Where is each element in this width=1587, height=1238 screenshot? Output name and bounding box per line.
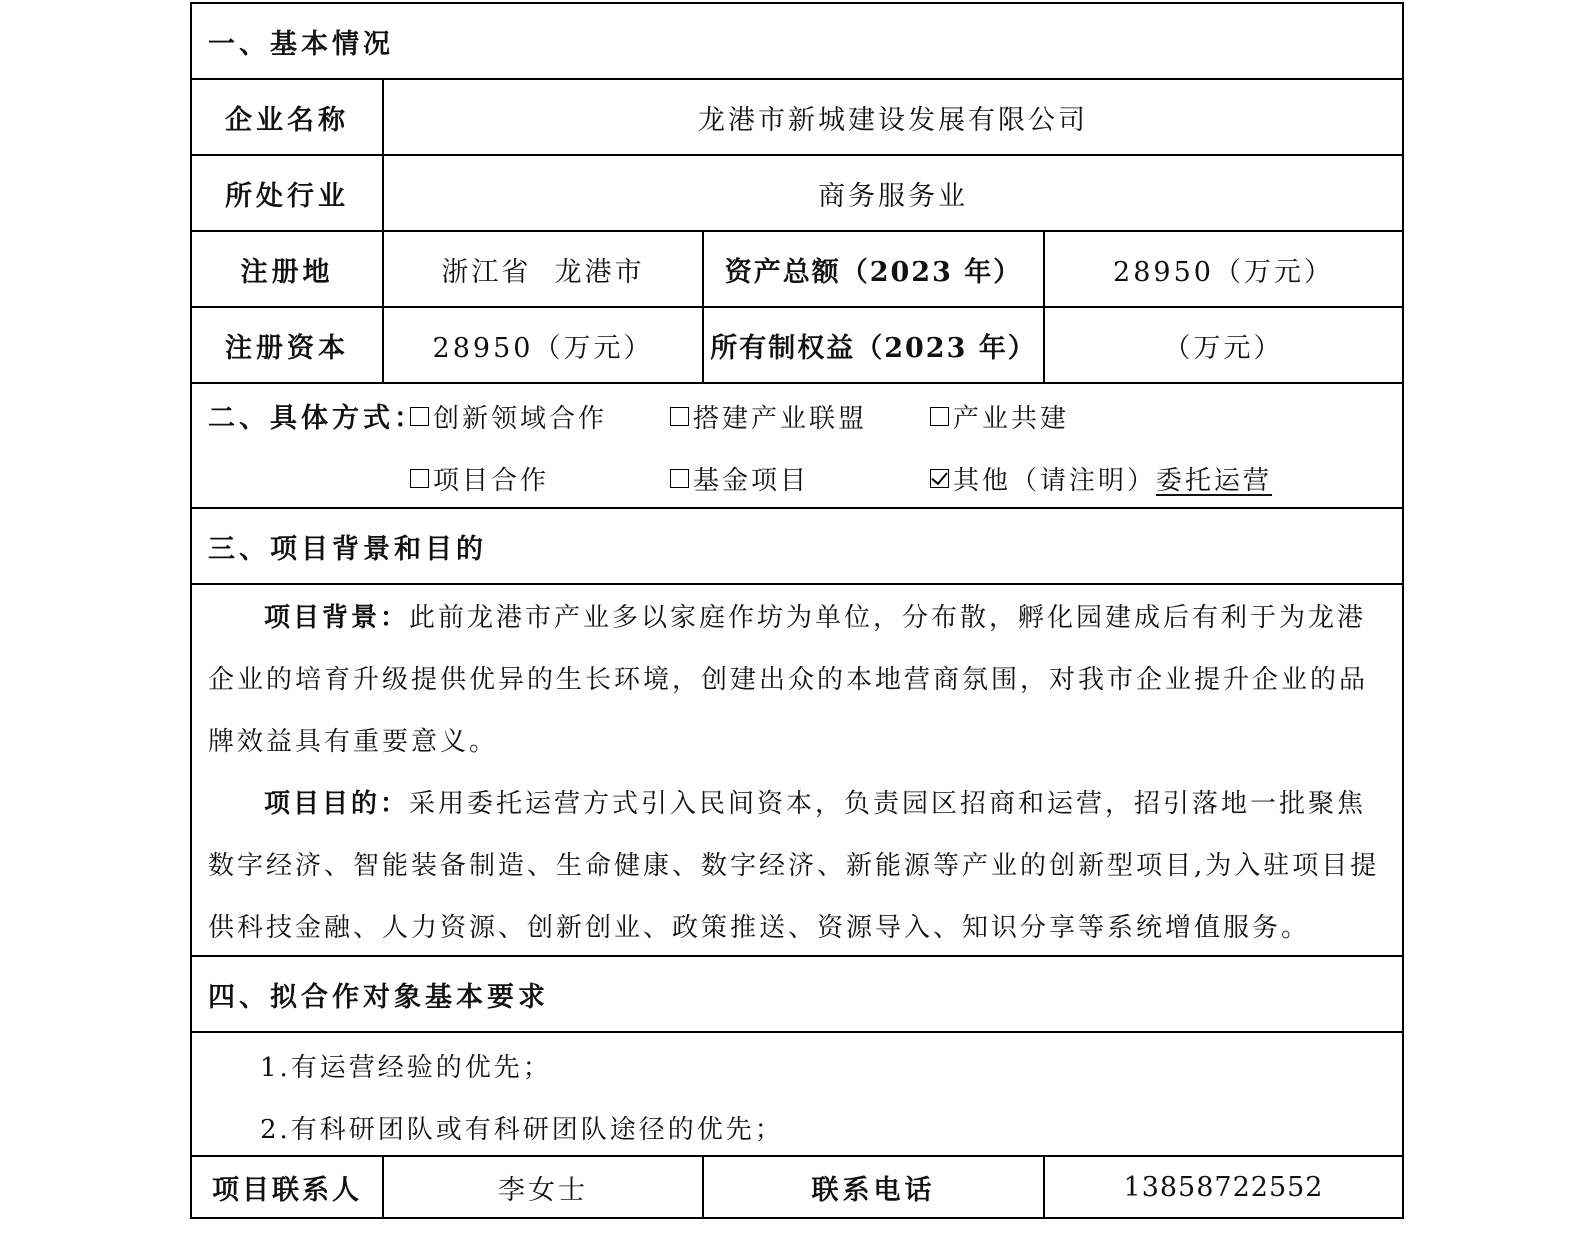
reg-capital-row (190, 306, 1404, 382)
industry-row (190, 154, 1404, 230)
requirement-item: 2.有科研团队或有科研团队途径的优先； (260, 1115, 784, 1145)
contact-person-value: 李女士 (382, 1157, 702, 1217)
industry-value: 商务服务业 (382, 156, 1402, 230)
section2-row (190, 382, 1404, 507)
section2-title: 二、具体方式： (208, 403, 425, 434)
section3-row (190, 507, 1404, 583)
section4-row (190, 955, 1404, 1031)
checkbox-icon[interactable] (670, 469, 689, 488)
equity-value: （万元） (1043, 308, 1402, 382)
reg-place-row (190, 230, 1404, 306)
company-row (190, 78, 1404, 154)
checkbox-icon[interactable] (670, 407, 689, 426)
checkbox-icon[interactable] (410, 407, 429, 426)
option-project[interactable] (410, 460, 549, 497)
section3-body (190, 583, 1404, 955)
equity-label: 所有制权益（2023 年） (702, 308, 1043, 382)
purpose-paragraph (192, 773, 1402, 959)
other-note: 委托运营 (1156, 466, 1273, 496)
option-label: 其他（请注明） (953, 466, 1157, 496)
reg-place-value: 浙江省 龙港市 (382, 232, 702, 306)
contact-phone-value: 13858722552 (1043, 1157, 1402, 1217)
checked-checkbox-icon[interactable] (930, 469, 949, 488)
section4-title: 四、拟合作对象基本要求 (208, 981, 549, 1013)
option-label: 搭建产业联盟 (693, 404, 868, 434)
purpose-lead: 项目目的： (264, 789, 410, 819)
background-text: 此前龙港市产业多以家庭作坊为单位，分布散，孵化园建成后有利于为龙港企业的培育升级提供优异的生长环境，创建出众的本地营商氛围，对我市企业提升企业的品牌效益具有重要意义。 (208, 603, 1369, 757)
reg-place-label: 注册地 (240, 256, 334, 288)
industry-label: 所处行业 (225, 180, 349, 212)
requirement-item: 1.有运营经验的优先； (260, 1053, 552, 1083)
contact-row (190, 1155, 1404, 1219)
assets-value: 28950（万元） (1043, 232, 1402, 306)
option-innovation[interactable] (410, 398, 607, 435)
option-alliance[interactable] (670, 398, 867, 435)
section1-row (190, 2, 1404, 78)
option-coconstruction[interactable] (930, 398, 1069, 435)
reg-capital-value: 28950（万元） (382, 308, 702, 382)
purpose-text: 采用委托运营方式引入民间资本，负责园区招商和运营，招引落地一批聚焦数字经济、智能装备制造、生命健康、数字经济、新能源等产业的创新型项目,为入驻项目提供科技金融、人力资源、创新创业、政策推送、资源导入、知识分享等系统增值服务。 (208, 789, 1380, 943)
company-value: 龙港市新城建设发展有限公司 (382, 80, 1402, 154)
option-other[interactable] (930, 460, 1272, 497)
option-fund[interactable] (670, 460, 809, 497)
option-label: 项目合作 (433, 466, 550, 496)
checkbox-icon[interactable] (930, 407, 949, 426)
contact-person-label: 项目联系人 (212, 1174, 362, 1206)
application-form (190, 2, 1404, 1219)
option-label: 创新领域合作 (433, 404, 608, 434)
contact-phone-label: 联系电话 (702, 1157, 1043, 1217)
reg-capital-label: 注册资本 (225, 332, 349, 364)
section3-title: 三、项目背景和目的 (208, 533, 487, 565)
checkbox-icon[interactable] (410, 469, 429, 488)
company-label: 企业名称 (225, 104, 349, 136)
option-label: 产业共建 (953, 404, 1070, 434)
section4-body (190, 1031, 1404, 1155)
section1-title: 一、基本情况 (208, 28, 394, 60)
background-paragraph (192, 587, 1402, 773)
assets-label: 资产总额（2023 年） (702, 232, 1043, 306)
option-label: 基金项目 (693, 466, 810, 496)
background-lead: 项目背景： (264, 603, 410, 633)
